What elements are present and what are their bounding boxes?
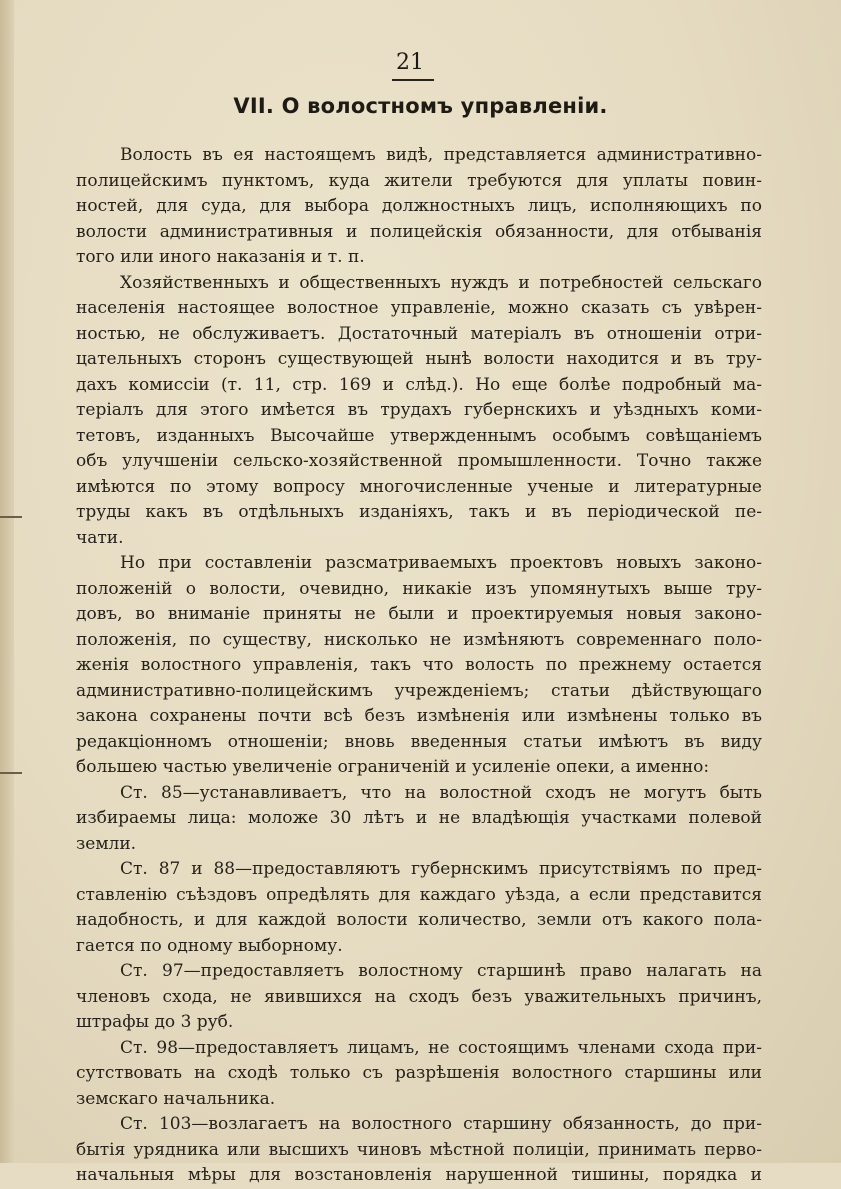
text-line: редакціонномъ отношеніи; вновь введенныя статьи имѣютъ въ виду — [76, 731, 762, 752]
text-line: избираемы лица: моложе 30 лѣтъ и не владѣющія участками полевой — [76, 808, 762, 828]
text-line: ставленію съѣздовъ опредѣлять для каждаго уѣзда, а если представится — [76, 884, 762, 905]
page-number-underline — [392, 79, 434, 81]
binding-mark — [0, 772, 22, 774]
text-line: женія волостного управленія, такъ что волость по прежнему остается — [76, 655, 762, 675]
text-line: большею частью увеличеніе ограниченій и усиленіе опеки, а именно: — [76, 757, 710, 777]
text-line: положеній о волости, очевидно, никакіе изъ упомянутыхъ выше тру- — [76, 578, 762, 599]
text-line: Ст. 98—предоставляетъ лицамъ, не состоящимъ членами схода при- — [120, 1037, 762, 1058]
text-line: Хозяйственныхъ и общественныхъ нуждъ и потребностей сельскаго — [120, 272, 762, 293]
text-line: бытія урядника или высшихъ чиновъ мѣстной полиціи, принимать перво- — [76, 1139, 762, 1160]
body-text — [76, 143, 762, 1189]
chapter-title: VII. О волостномъ управленіи. — [233, 94, 608, 118]
text-line: земскаго начальника. — [76, 1088, 276, 1109]
text-line: Ст. 87 и 88—предоставляютъ губернскимъ присутствіямъ по пред- — [120, 859, 762, 879]
page-gutter — [0, 0, 14, 1163]
text-line: труды какъ въ отдѣльныхъ изданіяхъ, такъ и въ періодической пе- — [76, 502, 762, 522]
text-line: цательныхъ сторонъ существующей нынѣ волости находится и въ тру- — [76, 349, 762, 369]
text-line: членовъ схода, не явившихся на сходъ безъ уважительныхъ причинъ, — [76, 986, 762, 1007]
text-line: того или иного наказанія и т. п. — [76, 247, 365, 267]
text-line: Ст. 85—устанавливаетъ, что на волостной сходъ не могутъ быть — [120, 782, 762, 803]
text-line: земли. — [76, 833, 137, 854]
binding-mark — [0, 516, 22, 518]
text-line: надобность, и для каждой волости количество, земли отъ какого пола- — [76, 910, 762, 930]
text-line: закона сохранены почти всѣ безъ измѣненія или измѣнены только въ — [76, 706, 762, 726]
text-line: положенія, по существу, нисколько не измѣняютъ современнаго поло- — [76, 629, 762, 650]
text-line: административно-полицейскимъ учрежденіемъ; статьи дѣйствующаго — [76, 680, 762, 701]
text-line: начальныя мѣры для возстановленія нарушенной тишины, порядка и — [76, 1165, 762, 1185]
text-line: сутствовать на сходѣ только съ разрѣшенія волостного старшины или — [76, 1063, 762, 1083]
text-line: полицейскимъ пунктомъ, куда жители требуются для уплаты повин- — [76, 170, 762, 191]
text-line: населенія настоящее волостное управленіе, можно сказать съ увѣрен- — [76, 298, 762, 318]
text-line: Ст. 103—возлагаетъ на волостного старшину обязанность, до при- — [120, 1114, 762, 1134]
page-number: 21 — [396, 50, 424, 75]
text-line: Ст. 97—предоставляетъ волостному старшинѣ право налагать на — [120, 961, 762, 981]
text-line: Но при составленіи разсматриваемыхъ проектовъ новыхъ законо- — [120, 553, 762, 573]
text-line: гается по одному выборному. — [76, 935, 343, 956]
text-line: объ улучшеніи сельско-хозяйственной промышленности. Точно также — [76, 451, 762, 471]
text-line: чати. — [76, 527, 124, 548]
text-line: тетовъ, изданныхъ Высочайше утвержденнымъ особымъ совѣщаніемъ — [76, 425, 762, 446]
text-line: ностью, не обслуживаетъ. Достаточный матеріалъ въ отношеніи отри- — [76, 323, 762, 344]
text-line: дахъ комиссіи (т. 11, стр. 169 и слѣд.). Но еще болѣе подробный ма- — [76, 374, 762, 395]
text-line: волости административныя и полицейскія обязанности, для отбыванія — [76, 221, 762, 242]
text-line: ностей, для суда, для выбора должностныхъ лицъ, исполняющихъ по — [76, 196, 762, 216]
text-line: штрафы до 3 руб. — [76, 1012, 234, 1032]
text-line: имѣются по этому вопросу многочисленные ученые и литературные — [76, 476, 762, 497]
text-line: Волость въ ея настоящемъ видѣ, представляется административно- — [120, 145, 762, 165]
text-line: теріалъ для этого имѣется въ трудахъ губернскихъ и уѣздныхъ коми- — [76, 400, 762, 420]
text-line: довъ, во вниманіе приняты не были и проектируемыя новыя законо- — [76, 604, 762, 624]
